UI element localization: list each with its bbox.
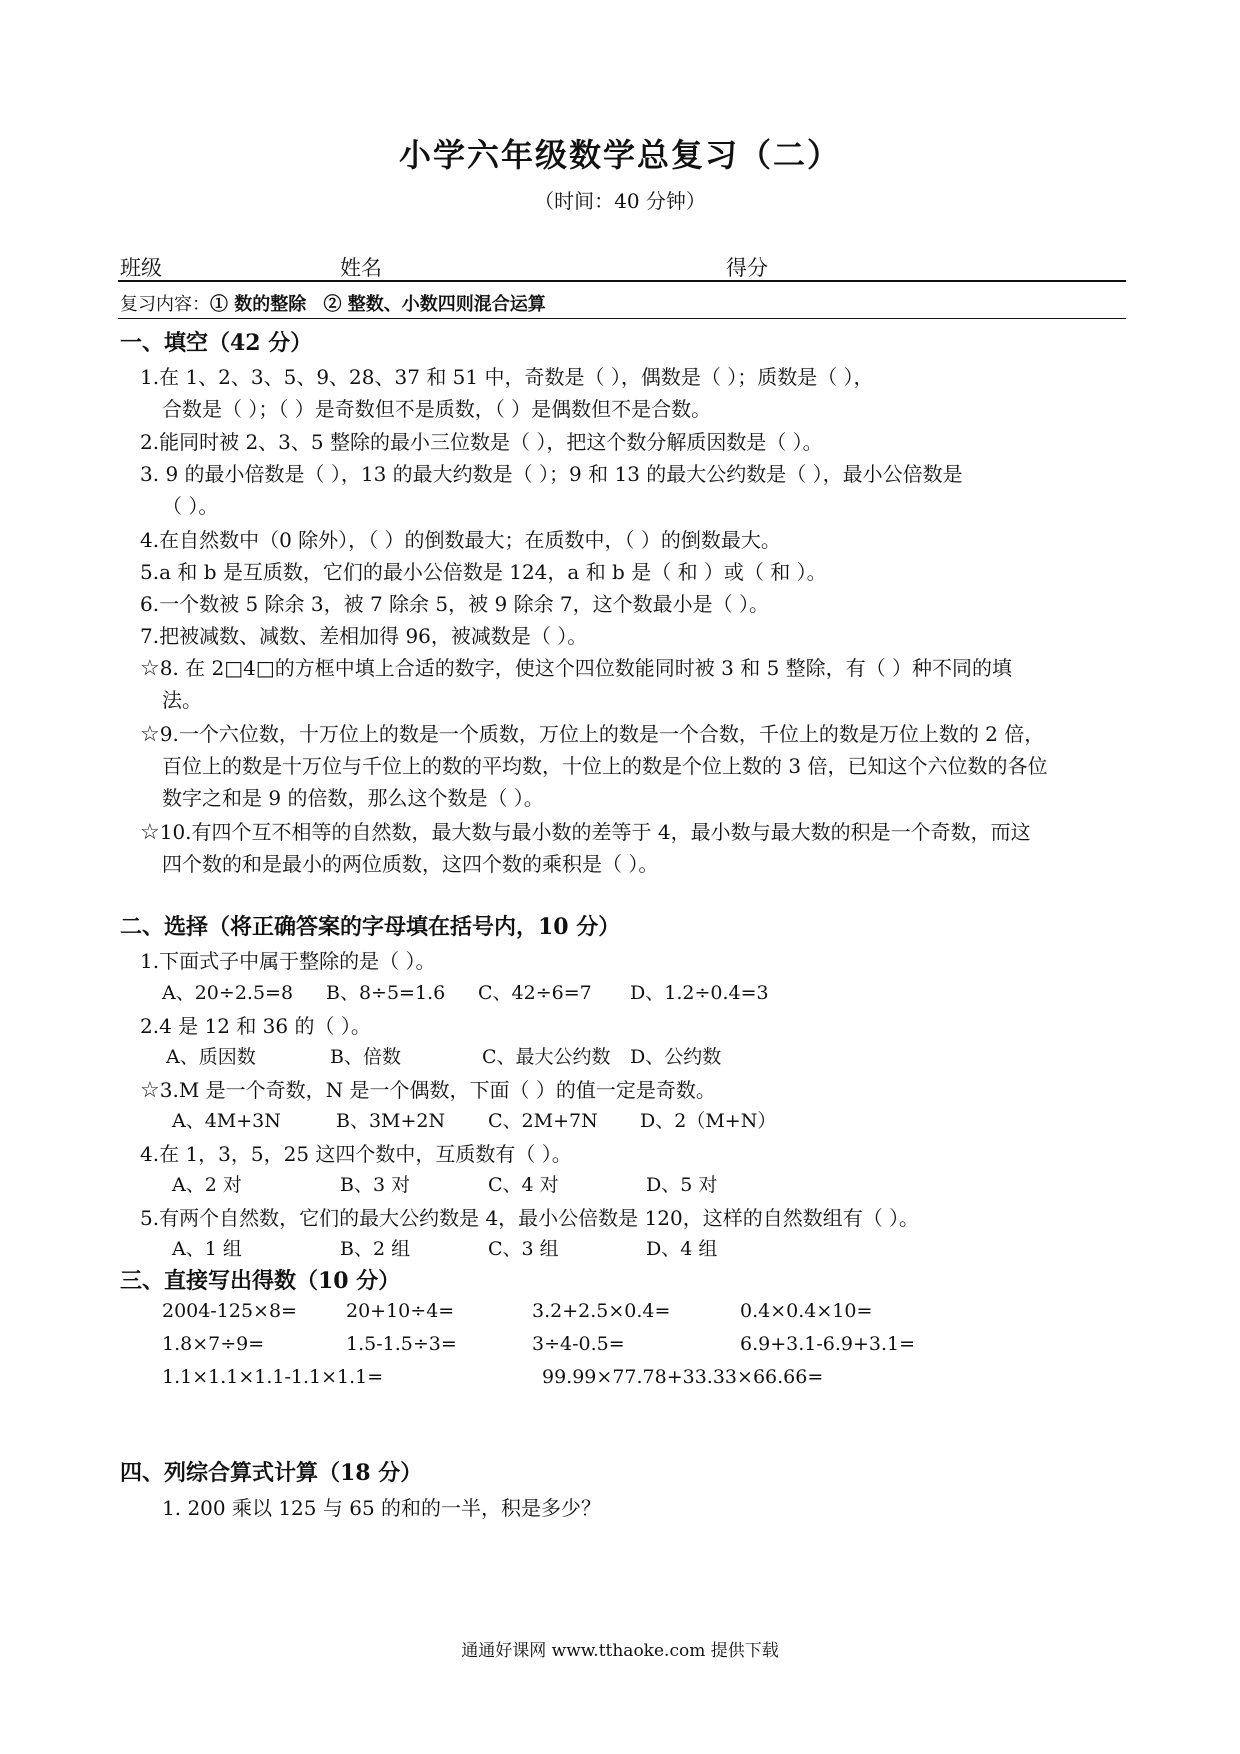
fill-q10-line1: ☆10.有四个互不相等的自然数，最大数与最小数的差等于 4，最小数与最大数的积是一个奇数，而这: [140, 820, 1031, 845]
review-prefix: 复习内容：: [120, 294, 210, 315]
choice-q1-option-a: A、20÷2.5=8: [162, 982, 294, 1004]
choice-q1: 1.下面式子中属于整除的是（ ）。: [140, 949, 436, 973]
fill-q9-line1: ☆9.一个六位数，十万位上的数是一个质数，万位上的数是一个合数，千位上的数是万位上数的 2 倍，: [140, 722, 1045, 747]
fill-q6: 6.一个数被 5 除余 3，被 7 除余 5，被 9 除余 7，这个数最小是（ ）。: [140, 592, 770, 616]
choice-q5: 5.有两个自然数，它们的最大公约数是 4，最小公倍数是 120，这样的自然数组有（ ）。: [140, 1206, 920, 1230]
choice-q1-option-d: D、1.2÷0.4=3: [630, 982, 769, 1004]
choice-q5-option-a: A、1 组: [172, 1238, 242, 1260]
direct-row1-item1: 2004-125×8=: [162, 1300, 297, 1322]
star-icon: ☆: [140, 722, 160, 747]
page-title: 小学六年级数学总复习（二）: [398, 136, 841, 174]
score-label: 得分: [726, 256, 768, 280]
fill-q1-line2: 合数是（ ）；（ ）是奇数但不是质数，（ ）是偶数但不是合数。: [162, 397, 712, 421]
class-label: 班级: [120, 256, 162, 280]
section-compute-heading: 四、列综合算式计算（18 分）: [120, 1460, 423, 1486]
choice-q4-option-c: C、4 对: [488, 1174, 559, 1196]
choice-q5-option-c: C、3 组: [488, 1238, 559, 1260]
star-icon: ☆: [140, 656, 160, 681]
choice-q2-option-d: D、公约数: [630, 1046, 722, 1068]
fill-q7: 7.把被减数、减数、差相加得 96，被减数是（ ）。: [140, 624, 588, 648]
direct-row3-item2: 99.99×77.78+33.33×66.66=: [542, 1366, 824, 1388]
direct-row2-item4: 6.9+3.1-6.9+3.1=: [740, 1333, 916, 1355]
choice-q2-option-b: B、倍数: [330, 1046, 401, 1068]
name-field: [340, 252, 514, 282]
fill-q9-line2: 百位上的数是十万位与千位上的数的平均数，十位上的数是个位上数的 3 倍，已知这个六位数的各位: [162, 754, 1048, 778]
direct-row2-item1: 1.8×7÷9=: [162, 1333, 265, 1355]
class-blank: [162, 259, 260, 282]
direct-row1-item3: 3.2+2.5×0.4=: [532, 1300, 671, 1322]
name-blank: [382, 259, 514, 282]
choice-q2: 2.4 是 12 和 36 的（ ）。: [140, 1014, 371, 1038]
review-item-1: ① 数的整除: [210, 294, 307, 315]
choice-q3-option-a: A、4M+3N: [172, 1110, 281, 1132]
name-label: 姓名: [340, 256, 382, 280]
choice-q5-option-d: D、4 组: [646, 1238, 718, 1260]
direct-row2-item3: 3÷4-0.5=: [532, 1333, 625, 1355]
choice-q3-option-c: C、2M+7N: [488, 1110, 598, 1132]
fill-q8-line1: ☆8. 在 2□4□的方框中填上合适的数字，使这个四位数能同时被 3 和 5 整除，有（ ）种不同的填: [140, 656, 1013, 681]
choice-q5-option-b: B、2 组: [340, 1238, 411, 1260]
fill-q2: 2.能同时被 2、3、5 整除的最小三位数是（ ），把这个数分解质因数是（ ）。: [140, 430, 823, 454]
direct-row2-item2: 1.5-1.5÷3=: [346, 1333, 457, 1355]
footer-note: 通通好课网 www.tthaoke.com 提供下载: [461, 1641, 779, 1661]
choice-q4-option-a: A、2 对: [172, 1174, 242, 1196]
review-item-2: ② 整数、小数四则混合运算: [323, 294, 546, 315]
header-divider-bottom: [118, 318, 1126, 319]
section-fill-heading: 一、填空（42 分）: [120, 330, 313, 356]
choice-q4: 4.在 1，3，5，25 这四个数中，互质数有（ ）。: [140, 1142, 572, 1166]
fill-q4: 4.在自然数中（0 除外），（ ）的倒数最大；在质数中，（ ）的倒数最大。: [140, 528, 781, 552]
fill-q5: 5.a 和 b 是互质数，它们的最小公倍数是 124，a 和 b 是（ 和 ）或（ 和 ）。: [140, 560, 827, 584]
choice-q1-option-b: B、8÷5=1.6: [326, 982, 446, 1004]
direct-row1-item2: 20+10÷4=: [346, 1300, 455, 1322]
direct-row3-item1: 1.1×1.1×1.1-1.1×1.1=: [162, 1366, 384, 1388]
choice-q2-option-c: C、最大公约数: [482, 1046, 611, 1068]
fill-q3-line2: （ ）。: [162, 494, 219, 518]
choice-q1-option-c: C、42÷6=7: [478, 982, 592, 1004]
fill-q1-line1: 1.在 1、2、3、5、9、28、37 和 51 中，奇数是（ ），偶数是（ ）；质数是（ ），: [140, 365, 874, 389]
score-blank: [768, 259, 876, 282]
choice-q4-option-d: D、5 对: [646, 1174, 718, 1196]
choice-q4-option-b: B、3 对: [340, 1174, 411, 1196]
review-content: [120, 290, 546, 316]
compute-q1: 1. 200 乘以 125 与 65 的和的一半，积是多少？: [162, 1496, 602, 1520]
score-field: [726, 252, 876, 282]
fill-q3-line1: 3. 9 的最小倍数是（ ），13 的最大约数是（ ）；9 和 13 的最大公约数是（ ），最小公倍数是: [140, 462, 963, 486]
class-field: [120, 252, 260, 282]
fill-q9-line3: 数字之和是 9 的倍数，那么这个数是（ ）。: [162, 786, 544, 810]
time-note: （时间：40 分钟）: [534, 189, 706, 213]
choice-q3-option-b: B、3M+2N: [336, 1110, 446, 1132]
star-icon: ☆: [140, 820, 160, 845]
choice-q2-option-a: A、质因数: [166, 1046, 256, 1068]
fill-q10-line2: 四个数的和是最小的两位质数，这四个数的乘积是（ ）。: [162, 852, 659, 876]
direct-row1-item4: 0.4×0.4×10=: [740, 1300, 873, 1322]
star-icon: ☆: [140, 1078, 160, 1103]
choice-q3: ☆3.M 是一个奇数，N 是一个偶数，下面（ ）的值一定是奇数。: [140, 1078, 716, 1103]
section-choice-heading: 二、选择（将正确答案的字母填在括号内，10 分）: [120, 914, 621, 940]
header-divider-top: [118, 280, 1126, 282]
fill-q8-line2: 法。: [162, 688, 202, 712]
section-direct-heading: 三、直接写出得数（10 分）: [120, 1268, 401, 1294]
choice-q3-option-d: D、2（M+N）: [640, 1110, 777, 1132]
